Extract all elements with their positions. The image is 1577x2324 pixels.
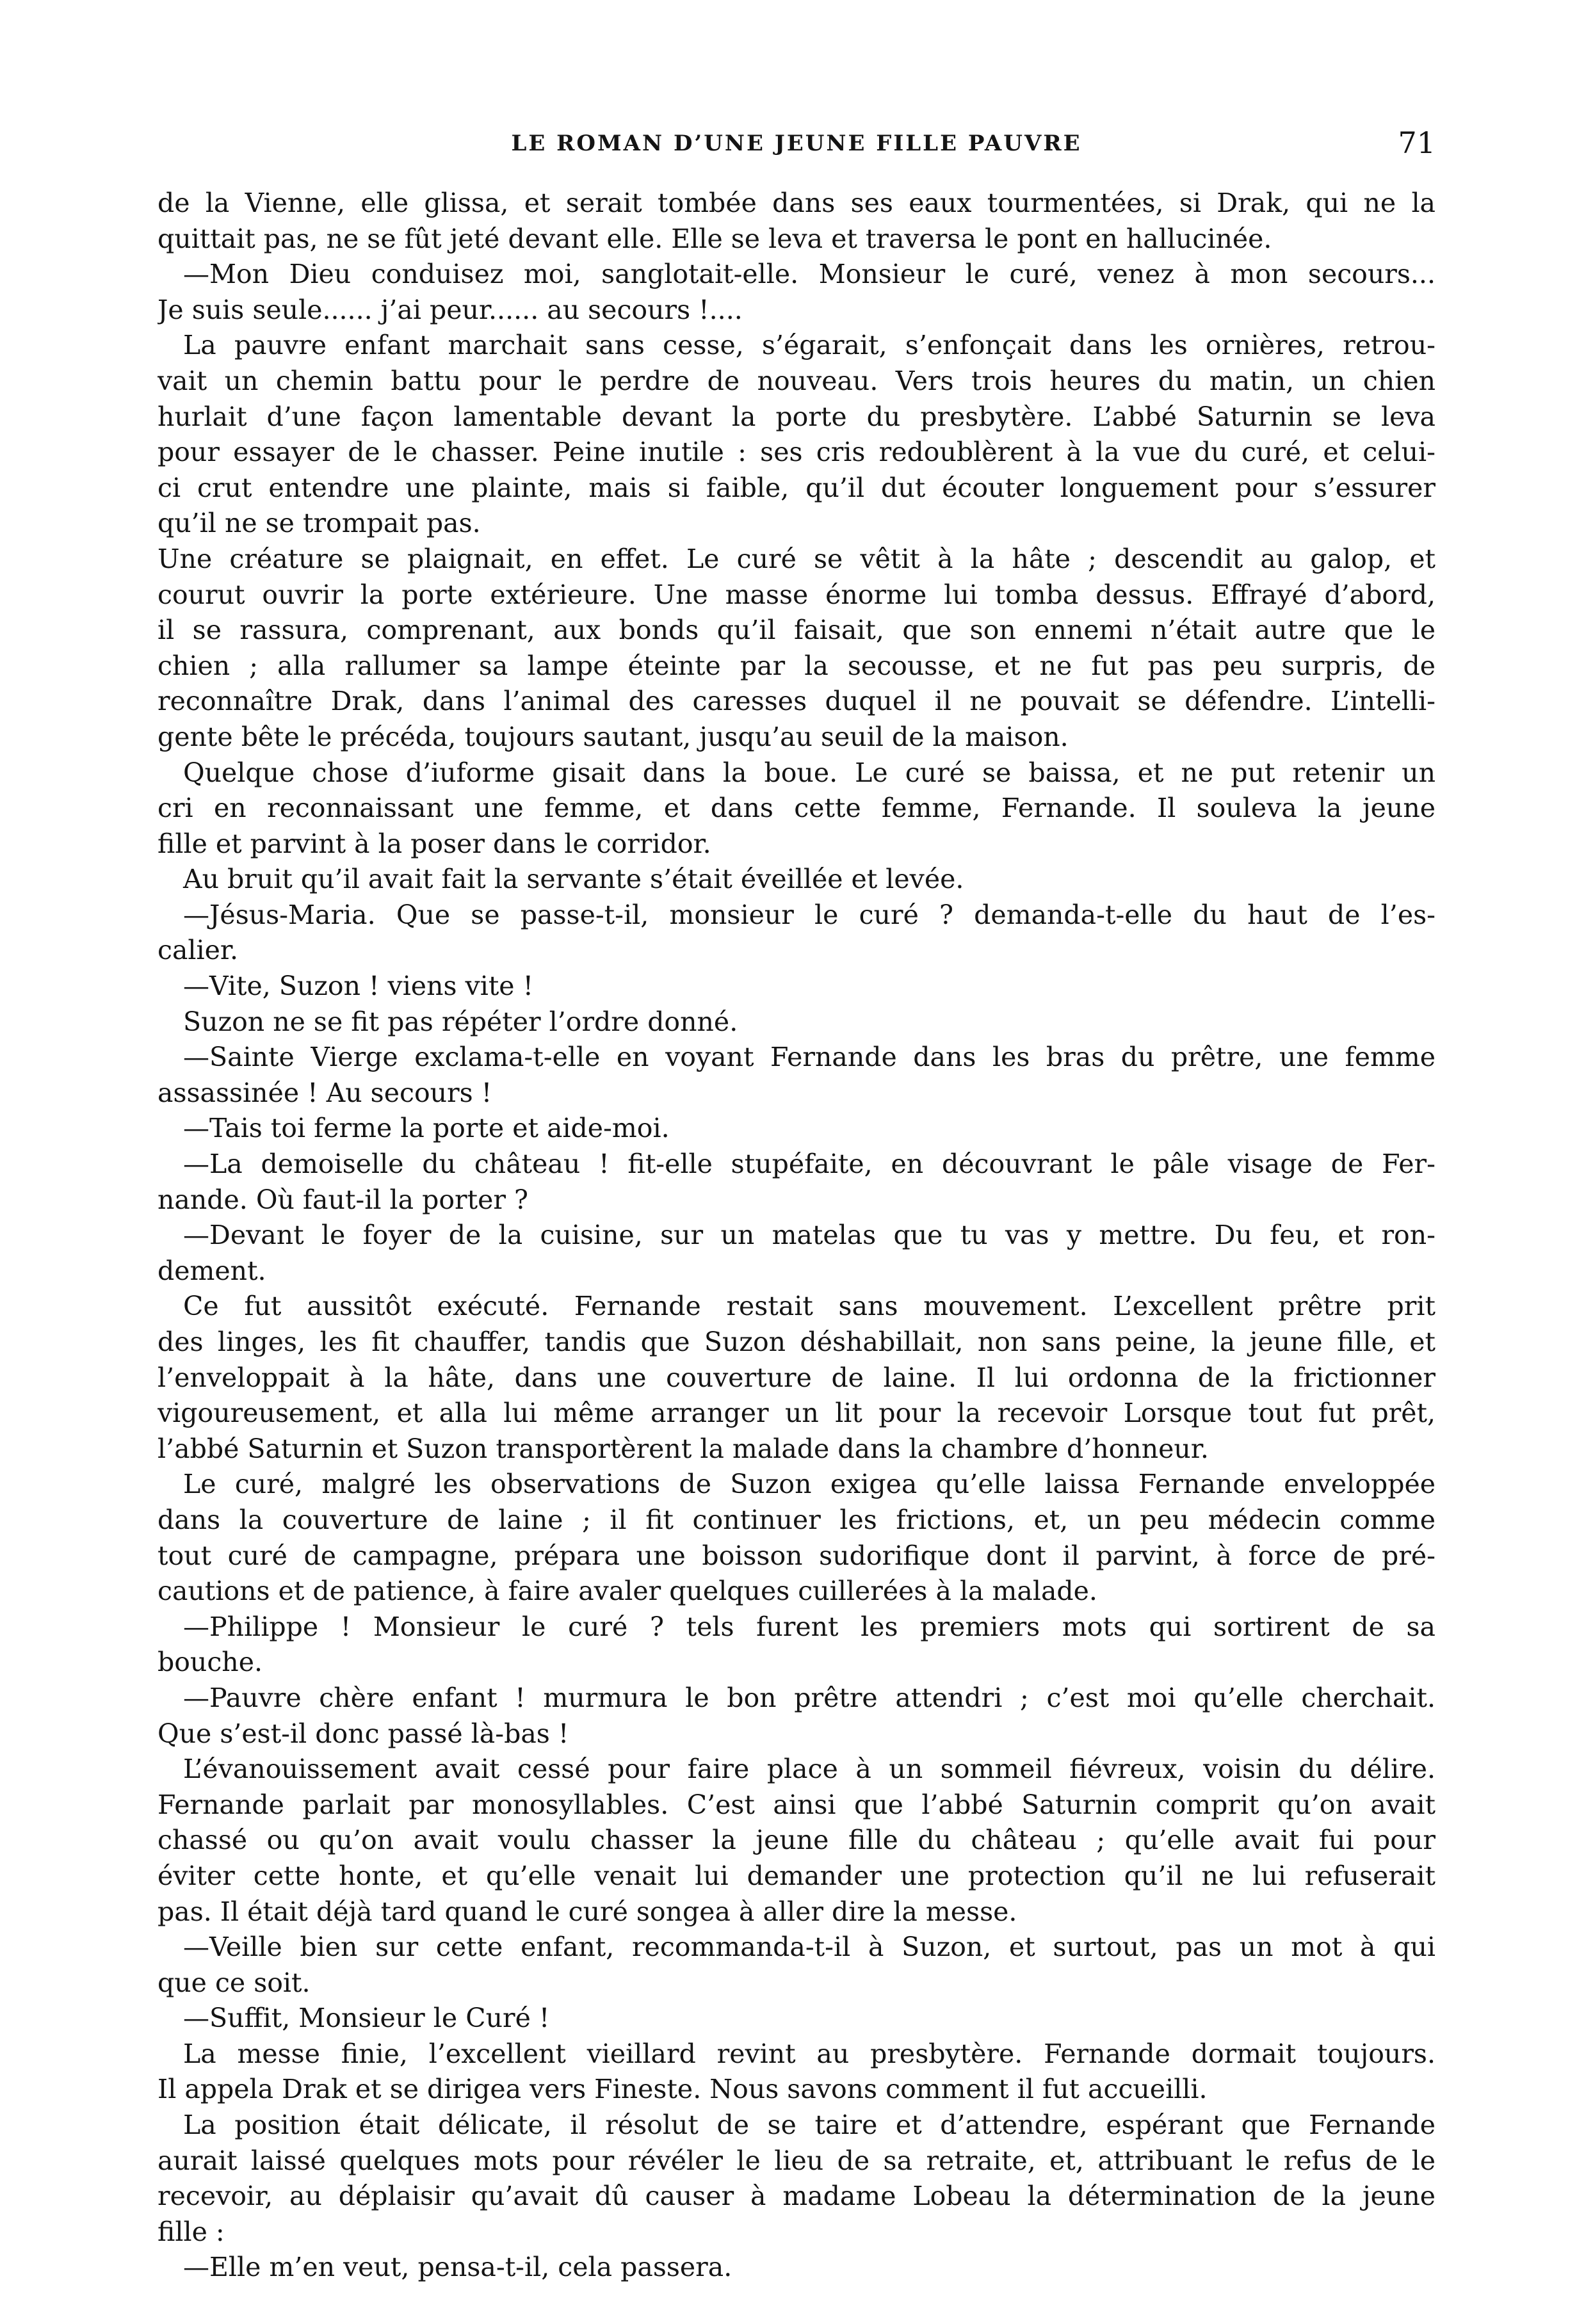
text-line: Une créature se plaignait, en effet. Le curé se vêtit à la hâte ; descendit au galop, et <box>158 543 1435 574</box>
text-line: —Sainte Vierge exclama-t-elle en voyant Fernande dans les bras du prêtre, une femme <box>183 1042 1435 1073</box>
text-line: dement. <box>158 1255 266 1286</box>
text-line: dans la couverture de laine ; il fit continuer les frictions, et, un peu médecin comme <box>158 1504 1435 1535</box>
text-line: Au bruit qu’il avait fait la servante s’était éveillée et levée. <box>183 864 964 895</box>
text-line: Le curé, malgré les observations de Suzon exigea qu’elle laissa Fernande enveloppée <box>183 1469 1435 1500</box>
text-line: —Mon Dieu conduisez moi, sanglotait-elle. Monsieur le curé, venez à mon secours... <box>183 259 1435 290</box>
text-line: La position était délicate, il résolut de se taire et d’attendre, espérant que Fernande <box>183 2110 1435 2141</box>
text-line: cri en reconnaissant une femme, et dans cette femme, Fernande. Il souleva la jeune <box>158 793 1435 824</box>
text-line: qu’il ne se trompait pas. <box>158 508 481 539</box>
text-line: de la Vienne, elle glissa, et serait tombée dans ses eaux tourmentées, si Drak, qui ne la <box>158 188 1435 218</box>
text-line: reconnaître Drak, dans l’animal des caresses duquel il ne pouvait se défendre. L’intelli- <box>158 686 1435 717</box>
text-line: nande. Où faut-il la porter ? <box>158 1184 528 1215</box>
text-line: —Vite, Suzon ! viens vite ! <box>183 971 534 1002</box>
text-line: —La demoiselle du château ! fit-elle stupéfaite, en découvrant le pâle visage de Fer- <box>183 1149 1435 1180</box>
text-line: des linges, les fit chauffer, tandis que Suzon déshabillait, non sans peine, la jeune fille, et <box>158 1327 1435 1357</box>
text-line: bouche. <box>158 1647 263 1678</box>
text-line: Que s’est-il donc passé là-bas ! <box>158 1718 569 1749</box>
text-line: —Philippe ! Monsieur le curé ? tels furent les premiers mots qui sortirent de sa <box>183 1611 1435 1642</box>
text-line: tout curé de campagne, prépara une boisson sudorifique dont il parvint, à force de pré- <box>158 1540 1435 1571</box>
text-line: éviter cette honte, et qu’elle venait lui demander une protection qu’il ne lui refuserait <box>158 1860 1435 1891</box>
text-line: assassinée ! Au secours ! <box>158 1077 492 1108</box>
text-line: chassé ou qu’on avait voulu chasser la jeune fille du château ; qu’elle avait fui pour <box>158 1825 1435 1856</box>
text-line: —Elle m’en veut, pensa-t-il, cela passera. <box>183 2252 732 2283</box>
running-header <box>158 125 1435 170</box>
text-line: il se rassura, comprenant, aux bonds qu’il faisait, que son ennemi n’était autre que le <box>158 615 1435 646</box>
text-line: l’abbé Saturnin et Suzon transportèrent la malade dans la chambre d’honneur. <box>158 1433 1209 1464</box>
text-line: —Veille bien sur cette enfant, recommanda-t-il à Suzon, et surtout, pas un mot à qui <box>183 1932 1435 1963</box>
text-line: —Tais toi ferme la porte et aide-moi. <box>183 1113 670 1144</box>
text-line: recevoir, au déplaisir qu’avait dû causer à madame Lobeau la détermination de la jeune <box>158 2181 1435 2212</box>
page-number: 71 <box>1398 125 1435 160</box>
text-line: La pauvre enfant marchait sans cesse, s’égarait, s’enfonçait dans les ornières, retrou- <box>183 330 1435 361</box>
text-line: Quelque chose d’iuforme gisait dans la boue. Le curé se baissa, et ne put retenir un <box>183 757 1435 788</box>
text-line: fille : <box>158 2216 225 2247</box>
text-line: l’enveloppait à la hâte, dans une couverture de laine. Il lui ordonna de la frictionner <box>158 1362 1435 1393</box>
text-line: chien ; alla rallumer sa lampe éteinte par la secousse, et ne fut pas peu surpris, de <box>158 650 1435 681</box>
text-line: —Devant le foyer de la cuisine, sur un matelas que tu vas y mettre. Du feu, et ron- <box>183 1220 1435 1251</box>
text-line: Fernande parlait par monosyllables. C’est ainsi que l’abbé Saturnin comprit qu’on avait <box>158 1789 1435 1820</box>
text-line: vait un chemin battu pour le perdre de nouveau. Vers trois heures du matin, un chien <box>158 365 1435 396</box>
text-line: —Suffit, Monsieur le Curé ! <box>183 2003 550 2034</box>
text-line: pour essayer de le chasser. Peine inutile : ses cris redoublèrent à la vue du curé, et celui- <box>158 437 1435 468</box>
text-line: calier. <box>158 935 239 966</box>
text-line: courut ouvrir la porte extérieure. Une masse énorme lui tomba dessus. Effrayé d’abord, <box>158 579 1435 610</box>
text-line: que ce soit. <box>158 1967 311 1998</box>
text-line: Suzon ne se fit pas répéter l’ordre donné. <box>183 1006 738 1037</box>
text-line: aurait laissé quelques mots pour révéler le lieu de sa retraite, et, attribuant le refus de le <box>158 2145 1435 2176</box>
text-line: La messe finie, l’excellent vieillard revint au presbytère. Fernande dormait toujours. <box>183 2038 1435 2069</box>
text-line: fille et parvint à la poser dans le corridor. <box>158 828 711 859</box>
text-line: hurlait d’une façon lamentable devant la porte du presbytère. L’abbé Saturnin se leva <box>158 401 1435 432</box>
text-line: Je suis seule...... j’ai peur...... au secours !.... <box>158 294 743 325</box>
running-title: LE ROMAN D’UNE JEUNE FILLE PAUVRE <box>511 131 1082 156</box>
text-line: quittait pas, ne se fût jeté devant elle. Elle se leva et traversa le pont en hallucinée. <box>158 223 1272 254</box>
text-line: cautions et de patience, à faire avaler quelques cuillerées à la malade. <box>158 1576 1097 1607</box>
text-line: ci crut entendre une plainte, mais si faible, qu’il dut écouter longuement pour s’essurer <box>158 472 1435 503</box>
text-line: Ce fut aussitôt exécuté. Fernande restait sans mouvement. L’excellent prêtre prit <box>183 1291 1435 1322</box>
text-line: vigoureusement, et alla lui même arranger un lit pour la recevoir Lorsque tout fut prêt, <box>158 1398 1435 1429</box>
text-line: pas. Il était déjà tard quand le curé songea à aller dire la messe. <box>158 1896 1017 1927</box>
text-line: Il appela Drak et se dirigea vers Fineste. Nous savons comment il fut accueilli. <box>158 2074 1208 2105</box>
body-text <box>158 186 1435 2286</box>
text-line: gente bête le précéda, toujours sautant, jusqu’au seuil de la maison. <box>158 721 1069 752</box>
text-line: L’évanouissement avait cessé pour faire place à un sommeil fiévreux, voisin du délire. <box>183 1754 1435 1785</box>
text-line: —Pauvre chère enfant ! murmura le bon prêtre attendri ; c’est moi qu’elle cherchait. <box>183 1682 1435 1713</box>
text-line: —Jésus-Maria. Que se passe-t-il, monsieur le curé ? demanda-t-elle du haut de l’es- <box>183 899 1435 930</box>
